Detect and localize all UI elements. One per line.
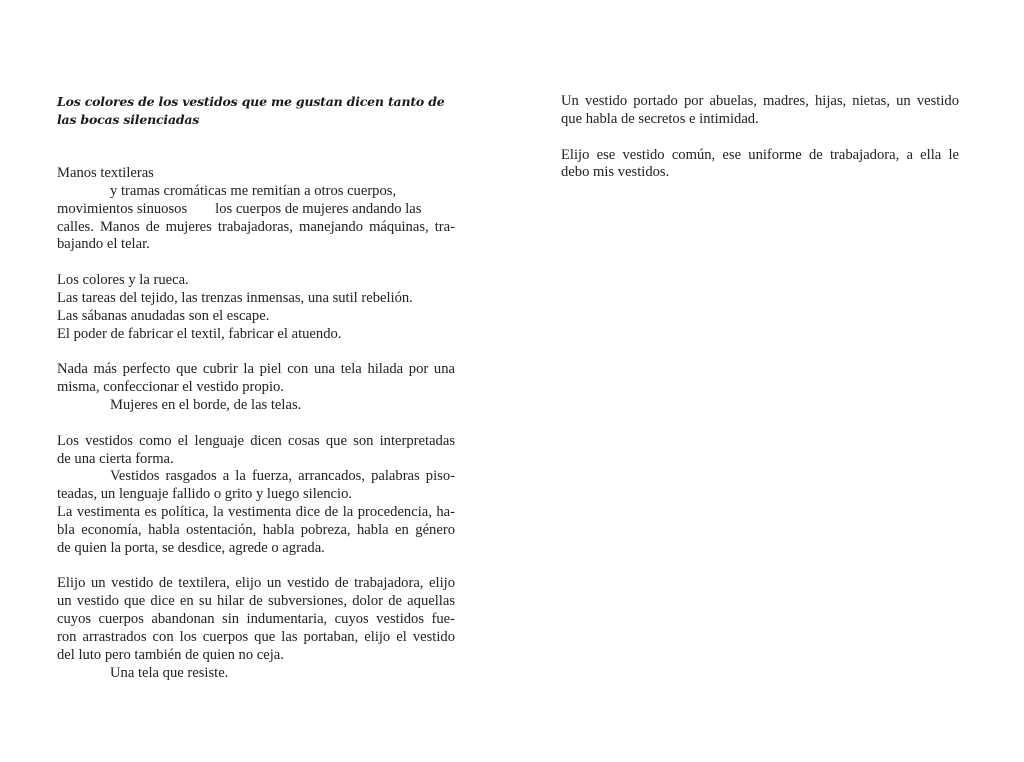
poem-line: Mujeres en el borde, de las telas.	[110, 396, 302, 413]
stanza-7	[561, 147, 959, 183]
poem-line: teadas, un lenguaje fallido o grito y luego silencio.	[57, 486, 353, 503]
stanza-6	[561, 93, 959, 129]
poem-line: cuyos cuerpos abandonan sin indumentaria, cuyos vestidos fue-	[57, 611, 455, 628]
stanza-4	[57, 433, 455, 558]
poem-line: ron arrastrados con los cuerpos que las portaban, elijo el vestido	[57, 628, 455, 645]
poem-line: Elijo un vestido de textilera, elijo un vestido de trabajadora, elijo	[57, 575, 455, 592]
stanza-1	[57, 165, 455, 254]
poem-line: misma, confeccionar el vestido propio.	[57, 379, 284, 396]
poem-line: y tramas cromáticas me remitían a otros cuerpos,	[110, 182, 397, 199]
poem-line: del luto pero también de quien no ceja.	[57, 646, 284, 663]
poem-line: de una cierta forma.	[57, 450, 174, 467]
poem-line: El poder de fabricar el textil, fabricar el atuendo.	[57, 325, 342, 342]
poem-line: bajando el telar.	[57, 236, 150, 253]
poem-line: Un vestido portado por abuelas, madres, hijas, nietas, un vestido	[561, 93, 959, 109]
poem-fragment: movimientos sinuosos	[57, 200, 188, 217]
poem-line: de quien la porta, se desdice, agrede o agrada.	[57, 539, 325, 556]
poem-line: calles. Manos de mujeres trabajadoras, manejando máquinas, tra-	[57, 218, 455, 235]
poem-line: que habla de secretos e intimidad.	[561, 110, 759, 127]
poem-line: bla economía, habla ostentación, habla pobreza, habla en género	[57, 521, 455, 538]
left-page	[57, 0, 455, 762]
poem-line: Las sábanas anudadas son el escape.	[57, 307, 270, 324]
poem-line: Nada más perfecto que cubrir la piel con una tela hilada por una	[57, 361, 455, 378]
stanza-2	[57, 272, 455, 343]
poem-body-continued	[561, 93, 959, 200]
poem-line: Las tareas del tejido, las trenzas inmensas, una sutil rebelión.	[57, 289, 413, 306]
poem-fragment: los cuerpos de mujeres andando las	[215, 200, 422, 217]
poem-line: Elijo ese vestido común, ese uniforme de trabajadora, a ella le	[561, 146, 959, 163]
poem-line	[57, 201, 455, 219]
poem-line: debo mis vestidos.	[561, 164, 670, 181]
poem-line: un vestido que dice en su hilar de subversiones, dolor de aquellas	[57, 593, 455, 610]
right-page	[561, 0, 959, 762]
stanza-5	[57, 575, 455, 682]
poem-line: La vestimenta es política, la vestimenta dice de la procedencia, ha-	[57, 504, 455, 521]
poem-line: Los vestidos como el lenguaje dicen cosas que son interpretadas	[57, 432, 455, 449]
poem-line: Manos textileras	[57, 165, 154, 181]
poem-body	[57, 165, 455, 700]
poem-line: Los colores y la rueca.	[57, 272, 189, 289]
stanza-3	[57, 361, 455, 415]
poem-title: Los colores de los vestidos que me gustan dicen tanto de las bocas silenciadas	[57, 94, 445, 127]
poem-line: Una tela que resiste.	[110, 664, 229, 681]
poem-line: Vestidos rasgados a la fuerza, arrancados, palabras piso-	[110, 468, 455, 485]
